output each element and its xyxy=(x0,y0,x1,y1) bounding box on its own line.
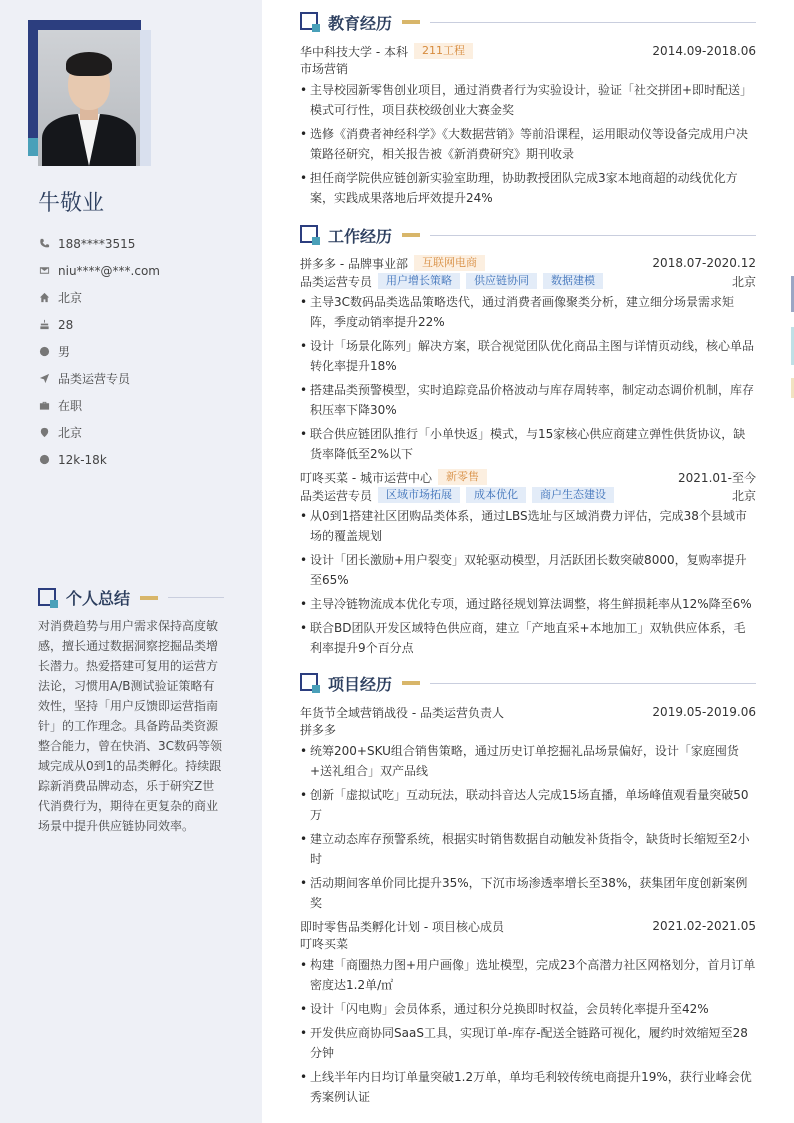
project-bullets xyxy=(300,955,756,1107)
info-salary xyxy=(38,446,248,473)
sidebar xyxy=(0,0,262,1123)
list-item: • 担任商学院供应链创新实验室助理，协助教授团队完成3家本地商超的动线优化方案，实践成果落地后坪效提升24% xyxy=(300,168,756,208)
phone-icon xyxy=(38,238,50,250)
skill-tag: 数据建模 xyxy=(543,273,603,289)
salary-icon xyxy=(38,454,50,466)
candidate-name: 牛敬业 xyxy=(38,191,105,216)
section-accent-bar xyxy=(140,596,158,600)
industry-tag: 新零售 xyxy=(438,469,487,485)
summary-title: 个人总结 xyxy=(66,589,131,608)
project-bullets xyxy=(300,741,756,913)
list-item: • 设计「场景化陈列」解决方案，联合视觉团队优化商品主图与详情页动线，核心单品转化率提升18% xyxy=(300,336,756,376)
job-date: 2018.07-2020.12 xyxy=(652,256,756,270)
profile-photo-frame xyxy=(28,20,152,166)
list-item: • 上线半年内日均订单量突破1.2万单，单均毛利较传统电商提升19%，获行业峰会优秀案例认证 xyxy=(300,1067,756,1107)
info-phone xyxy=(38,230,248,257)
project-name: 年货节全域营销战役 - 品类运营负责人 xyxy=(300,705,504,720)
school-tag: 211工程 xyxy=(414,43,473,59)
work-header xyxy=(300,225,756,245)
section-divider xyxy=(430,22,756,23)
education-date: 2014.09-2018.06 xyxy=(652,44,756,58)
work-title: 工作经历 xyxy=(328,226,393,246)
job-role: 品类运营专员 xyxy=(300,274,373,289)
section-square-icon xyxy=(300,12,320,32)
cake-icon xyxy=(38,319,50,331)
info-home xyxy=(38,284,248,311)
section-square-icon xyxy=(300,673,320,693)
profile-photo xyxy=(38,30,140,166)
list-item: • 选修《消费者神经科学》《大数据营销》等前沿课程，运用眼动仪等设备完成用户决策路径研究，相关报告被《新消费研究》期刊收录 xyxy=(300,124,756,164)
info-value: niu****@***.com xyxy=(58,263,160,278)
face-icon xyxy=(38,346,50,358)
info-value: 28 xyxy=(58,317,74,332)
info-value: 188****3515 xyxy=(58,236,136,251)
projects-title: 项目经历 xyxy=(328,674,393,694)
skill-tag: 成本优化 xyxy=(466,487,526,503)
info-value: 北京 xyxy=(58,291,83,305)
email-icon xyxy=(38,265,50,277)
project-date: 2021.02-2021.05 xyxy=(652,919,756,933)
list-item: • 创新「虚拟试吃」互动玩法，联动抖音达人完成15场直播，单场峰值观看量突破50万 xyxy=(300,785,756,825)
home-icon xyxy=(38,292,50,304)
job-row xyxy=(300,254,756,272)
section-divider xyxy=(168,597,224,598)
job-date: 2021.01-至今 xyxy=(678,470,756,485)
info-value: 男 xyxy=(58,345,71,359)
project-name: 即时零售品类孵化计划 - 项目核心成员 xyxy=(300,919,504,934)
list-item: • 开发供应商协同SaaS工具，实现订单-库存-配送全链路可视化，履约时效缩短至28分钟 xyxy=(300,1023,756,1063)
list-item: • 联合供应链团队推行「小单快返」模式，与15家核心供应商建立弹性供货协议，缺货率降低至2%以下 xyxy=(300,424,756,464)
company-name: 拼多多 - 品牌事业部 xyxy=(300,256,408,271)
info-value: 在职 xyxy=(58,399,83,413)
list-item: • 联合BD团队开发区域特色供应商，建立「产地直采+本地加工」双轨供应体系，毛利率提升9个百分点 xyxy=(300,618,756,658)
education-bullets xyxy=(300,80,756,208)
job-role-row xyxy=(300,272,756,290)
list-item: • 建立动态库存预警系统，根据实时销售数据自动触发补货指令，缺货时长缩短至2小时 xyxy=(300,829,756,869)
info-value: 品类运营专员 xyxy=(58,372,131,386)
info-position xyxy=(38,365,248,392)
skill-tag: 用户增长策略 xyxy=(378,273,460,289)
summary-section-header xyxy=(38,586,224,609)
section-accent-bar xyxy=(402,233,420,237)
info-value: 12k-18k xyxy=(58,452,107,467)
list-item: • 搭建品类预警模型，实时追踪竞品价格波动与库存周转率，制定动态调价机制，库存积压率下降30% xyxy=(300,380,756,420)
info-email xyxy=(38,257,248,284)
skill-tag: 供应链协同 xyxy=(466,273,537,289)
location-pin-icon xyxy=(38,427,50,439)
list-item: • 设计「闪电购」会员体系，通过积分兑换即时权益，会员转化率提升至42% xyxy=(300,999,756,1019)
info-value: 北京 xyxy=(58,426,83,440)
project-row xyxy=(300,703,756,721)
job-city: 北京 xyxy=(731,274,756,289)
list-item: • 主导3C数码品类选品策略迭代，通过消费者画像聚类分析，建立细分场景需求矩阵，季度动销率提升22% xyxy=(300,292,756,332)
section-square-icon xyxy=(300,225,320,245)
job-role-row xyxy=(300,486,756,504)
education-row xyxy=(300,42,756,60)
job-bullets xyxy=(300,506,756,658)
education-header xyxy=(300,12,756,32)
skill-tag: 区域市场拓展 xyxy=(378,487,460,503)
project-org: 拼多多 xyxy=(300,723,337,737)
info-status xyxy=(38,392,248,419)
school-name: 华中科技大学 - 本科 xyxy=(300,44,408,59)
major: 市场营销 xyxy=(300,62,349,76)
list-item: • 主导校园新零售创业项目，通过消费者行为实验设计，验证「社交拼团+即时配送」模式可行性，项目获校级创业大赛金奖 xyxy=(300,80,756,120)
section-divider xyxy=(430,235,756,236)
job-bullets xyxy=(300,292,756,464)
project-row xyxy=(300,917,756,935)
list-item: • 主导冷链物流成本优化专项，通过路径规划算法调整，将生鲜损耗率从12%降至6% xyxy=(300,594,756,614)
projects-section xyxy=(300,673,756,1111)
project-date: 2019.05-2019.06 xyxy=(652,705,756,719)
industry-tag: 互联网电商 xyxy=(414,255,485,271)
section-divider xyxy=(430,683,756,684)
briefcase-icon xyxy=(38,400,50,412)
job-role: 品类运营专员 xyxy=(300,488,373,503)
job-row xyxy=(300,468,756,486)
project-org: 叮咚买菜 xyxy=(300,937,349,951)
company-name: 叮咚买菜 - 城市运营中心 xyxy=(300,470,432,485)
list-item: • 设计「团长激励+用户裂变」双轮驱动模型，月活跃团长数突破8000，复购率提升至65% xyxy=(300,550,756,590)
section-accent-bar xyxy=(402,681,420,685)
list-item: • 活动期间客单价同比提升35%，下沉市场渗透率增长至38%，获集团年度创新案例奖 xyxy=(300,873,756,913)
section-square-icon xyxy=(38,588,58,608)
projects-header xyxy=(300,673,756,693)
list-item: • 统筹200+SKU组合销售策略，通过历史订单挖掘礼品场景偏好，设计「家庭囤货+送礼组合」双产品线 xyxy=(300,741,756,781)
education-section xyxy=(300,12,756,212)
job-city: 北京 xyxy=(731,488,756,503)
send-icon xyxy=(38,373,50,385)
list-item: • 从0到1搭建社区团购品类体系，通过LBS选址与区域消费力评估，完成38个县域市场的覆盖规划 xyxy=(300,506,756,546)
info-gender xyxy=(38,338,248,365)
education-title: 教育经历 xyxy=(328,13,393,33)
info-age xyxy=(38,311,248,338)
skill-tag: 商户生态建设 xyxy=(532,487,614,503)
list-item: • 构建「商圈热力图+用户画像」选址模型，完成23个高潜力社区网格划分，首月订单密度达1.2单/㎡ xyxy=(300,955,756,995)
section-accent-bar xyxy=(402,20,420,24)
work-section xyxy=(300,225,756,662)
contact-info-list xyxy=(38,230,248,473)
summary-text: 对消费趋势与用户需求保持高度敏感，擅长通过数据洞察挖掘品类增长潜力。热爱搭建可复用的运营方法论，习惯用A/B测试验证策略有效性，坚持「用户反馈即运营指南针」的工作理念。具备跨品类资源整合能力，曾在快消、3C数码等领域完成从0到1的品类孵化。持续跟踪新消费品牌动态，乐于研究Z世代消费行为，期待在更复杂的商业场景中提升供应链协同效率。 xyxy=(38,619,223,833)
info-city xyxy=(38,419,248,446)
